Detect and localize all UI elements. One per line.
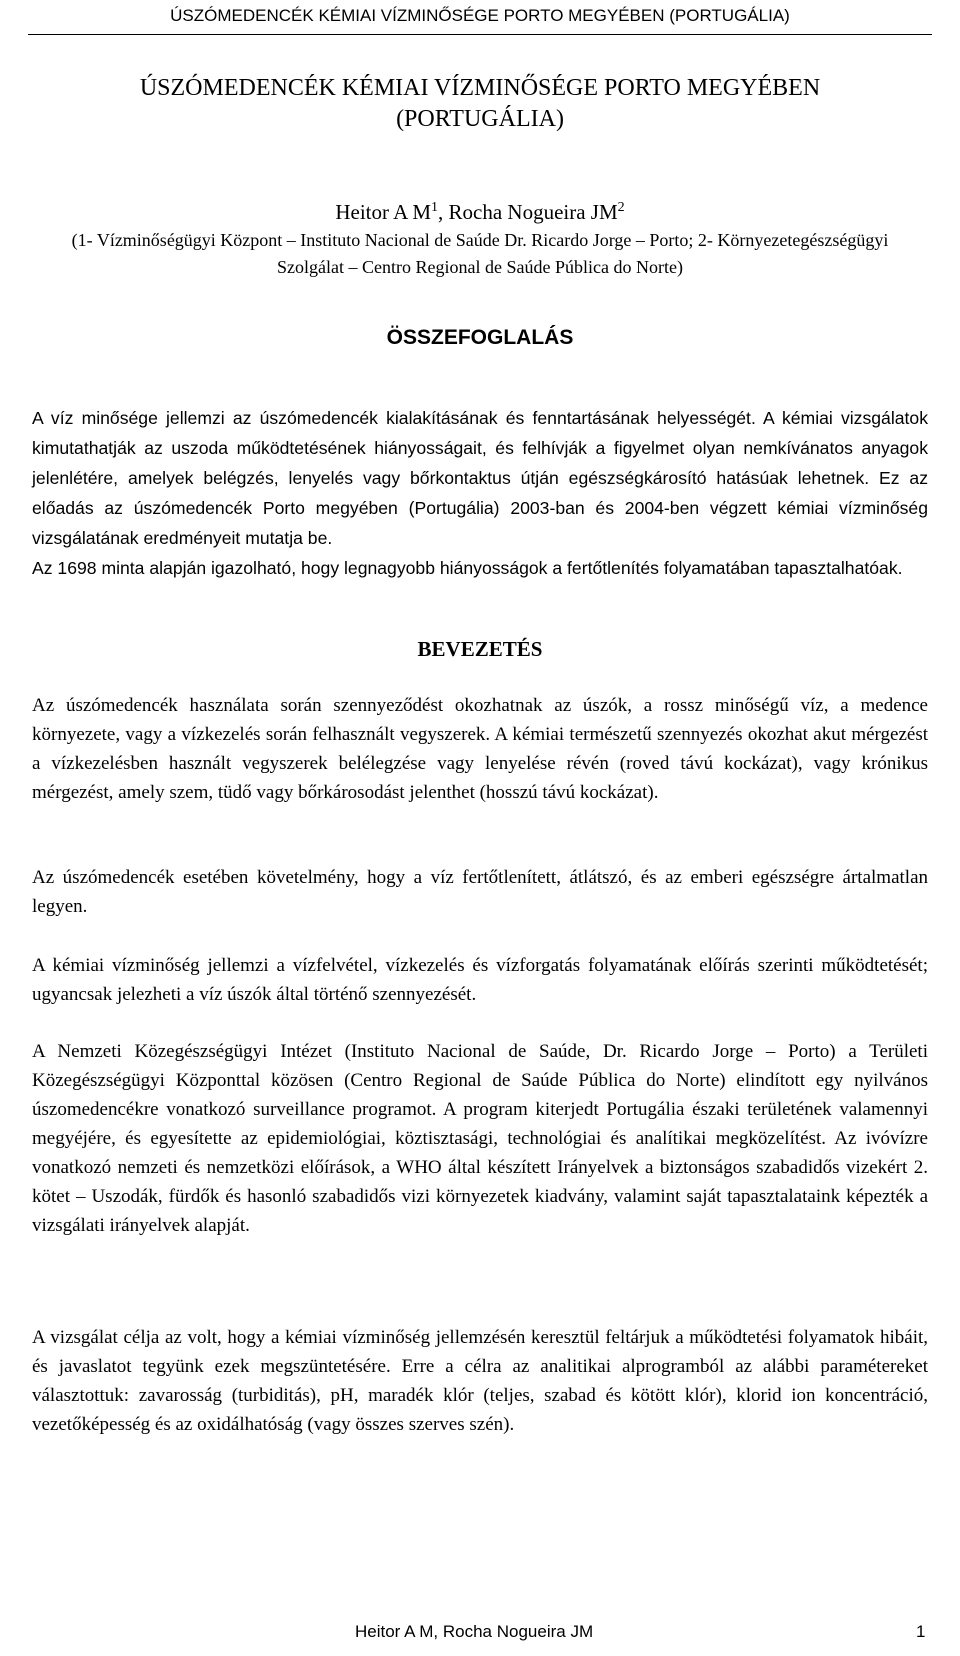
affiliations: (1- Vízminőségügyi Központ – Instituto Nacional de Saúde Dr. Ricardo Jorge – Porto; 2- Környezetegészségügyi Szolgálat – Centro Regional de Saúde Pública do Norte)	[71, 230, 889, 277]
header-rule	[28, 34, 932, 35]
intro-paragraph-5: A vizsgálat célja az volt, hogy a kémiai vízminőség jellemzésén keresztül feltárjuk a működtetési folyamatok hibáit, és javaslatot tegyünk ezek megszüntetésére. Erre a célra az analitikai alprogramból az alábbi paramétereket választottuk: zavarosság (turbiditás), pH, maradék klór (teljes, szabad és kötött klór), klorid ion koncentráció, vezetőképesség és az oxidálhatóság (vagy összes szerves szén).	[32, 1327, 928, 1435]
intro-paragraph-4: A Nemzeti Közegészségügyi Intézet (Instituto Nacional de Saúde, Dr. Ricardo Jorge – Porto) a Területi Közegészségügyi Központtal közösen (Centro Regional de Saúde Pública do Norte) elindított egy nyilvános úszomedencékre vonatkozó surveillance programot. A program kiterjedt Portugália északi területének valamennyi megyéjére, és egyesítette az epidemiológiai, köztisztasági, technológiai és analítikai megközelítést. Az ivóvízre vonatkozó nemzeti és nemzetközi előírások, a WHO által készített Irányelvek a biztonságos szabadidős vizekért 2. kötet – Uszodák, fürdők és hasonló szabadidős vizi környezetek kiadvány, valamint saját tapasztalataink képezték a vizsgálati irányelvek alapját.	[32, 1041, 928, 1236]
author-2: , Rocha Nogueira JM	[438, 200, 618, 224]
paper-title	[0, 73, 960, 135]
authors	[0, 195, 960, 225]
abstract-heading: ÖSSZEFOGLALÁS	[386, 326, 574, 349]
page-number: 1	[916, 1622, 926, 1641]
author-2-affil-mark: 2	[617, 200, 625, 215]
intro-paragraph-1: Az úszómedencék használata során szennyeződést okozhatnak az úszók, a rossz minőségű víz, a medence környezete, vagy a vízkezelés során felhasznált vegyszerek. A kémiai természetű szennyezés okozhat akut mérgezést a vízkezelésben használt vegyszerek belélegzése vagy lenyelése révén (roved távú kockázat), vagy krónikus mérgezést, amely szem, tüdő vagy bőrkárosodást jelenthet (hosszú távú kockázat).	[32, 695, 928, 803]
intro-paragraph-2: Az úszómedencék esetében követelmény, hogy a víz fertőtlenített, átlátszó, és az emberi egészségre ártalmatlan legyen.	[32, 867, 928, 917]
footer-authors: Heitor A M, Rocha Nogueira JM	[355, 1622, 594, 1641]
author-1: Heitor A M	[335, 200, 432, 224]
intro-paragraph-3: A kémiai vízminőség jellemzi a vízfelvétel, vízkezelés és vízforgatás folyamatának előírás szerinti működtetését; ugyancsak jelezheti a víz úszók által történő szennyezését.	[32, 955, 928, 1005]
author-1-affil-mark: 1	[431, 200, 439, 215]
intro-heading: BEVEZETÉS	[417, 637, 543, 661]
title-line-2: (PORTUGÁLIA)	[396, 106, 564, 132]
abstract-body	[32, 403, 928, 583]
title-line-1: ÚSZÓMEDENCÉK KÉMIAI VÍZMINŐSÉGE PORTO MEGYÉBEN	[139, 75, 821, 101]
running-header: ÚSZÓMEDENCÉK KÉMIAI VÍZMINŐSÉGE PORTO MEGYÉBEN (PORTUGÁLIA)	[170, 6, 790, 25]
abstract-paragraph: A víz minősége jellemzi az úszómedencék kialakításának és fenntartásának helyességét. A kémiai vizsgálatok kimutathatják az uszoda működtetésének hiányosságait, és felhívják a figyelmet olyan nemkívánatos anyagok jelenlétére, amelyek belégzés, lenyelés vagy bőrkontaktus útján egészségkárosító hatásúak lehetnek. Ez az előadás az úszómedencék Porto megyében (Portugália) 2003-ban és 2004-ben végzett kémiai vízminőség vizsgálatának eredményeit mutatja be.	[32, 408, 928, 548]
abstract-paragraph: Az 1698 minta alapján igazolható, hogy legnagyobb hiányosságok a fertőtlenítés folyamatában tapasztalhatóak.	[32, 558, 903, 578]
